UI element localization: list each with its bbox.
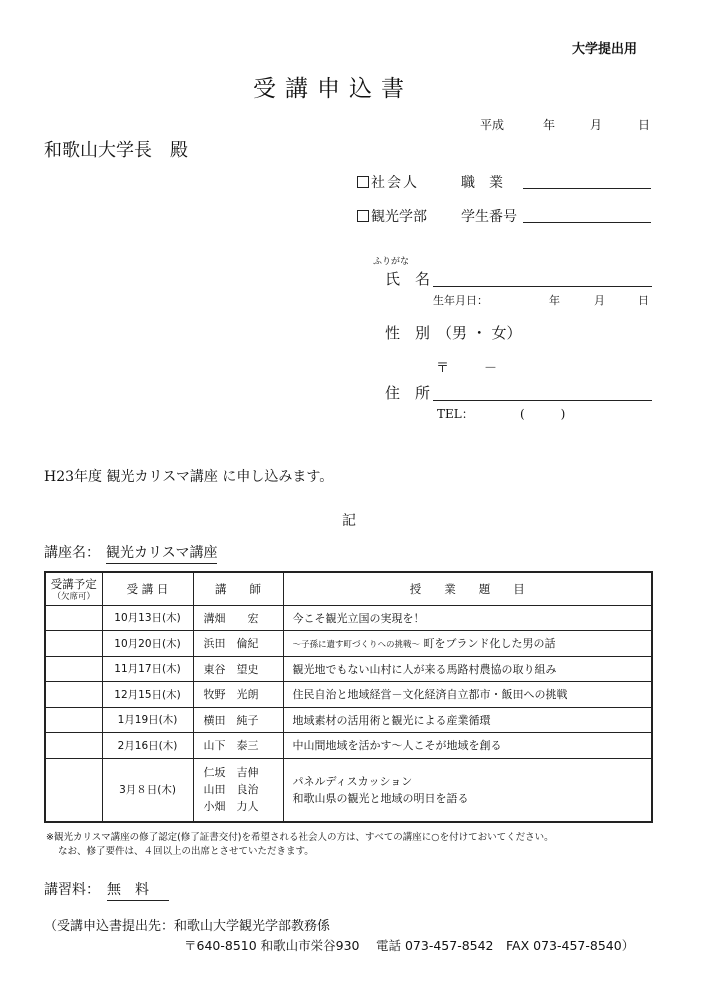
address-label: 住 所 <box>385 384 431 402</box>
table-header-row <box>45 572 652 605</box>
attendance-cell[interactable] <box>45 758 102 822</box>
session-date: 11月17日(木) <box>102 656 193 682</box>
checkbox-working-adult[interactable] <box>357 176 369 188</box>
date-day: 日 <box>638 118 651 132</box>
option-tourism-student[interactable] <box>357 206 427 226</box>
address-field[interactable] <box>433 400 652 401</box>
lecturer-name: 山下 泰三 <box>193 733 283 759</box>
session-date: 1月19日(木) <box>102 707 193 733</box>
session-date: 10月20日(木) <box>102 631 193 657</box>
occupation-label: 職 業 <box>461 175 503 191</box>
session-date: 12月15日(木) <box>102 682 193 708</box>
topic-main: 町をブランド化した男の話 <box>423 637 556 651</box>
birth-day: 日 <box>638 294 649 307</box>
topic-prefix: ～子孫に遺す町づくりへの挑戦～ <box>292 640 421 651</box>
course-name: 観光カリスマ講座 <box>106 542 217 564</box>
lecturer-name: 東谷 望史 <box>193 656 283 682</box>
course-label: 講座名： <box>44 545 100 561</box>
session-topic: 地域素材の活用術と観光による産業循環 <box>283 707 652 733</box>
table-row <box>45 682 652 708</box>
attendance-cell[interactable] <box>45 605 102 631</box>
submit-line-1: （受講申込書提出先：和歌山大学観光学部教務係 <box>44 919 331 934</box>
table-row <box>45 707 652 733</box>
table-row <box>45 605 652 631</box>
ki-heading: 記 <box>342 513 356 529</box>
name-label: 氏 名 <box>385 270 431 288</box>
fee-value: 無 料 <box>107 879 169 901</box>
header-topic: 授 業 題 目 <box>283 572 652 605</box>
session-topic: 中山間地域を活かす～人こそが地域を創る <box>283 733 652 759</box>
fee-label: 講習料： <box>44 882 100 898</box>
furigana-label: ふりがな <box>373 257 410 267</box>
lecturer-name: 牧野 光朗 <box>193 682 283 708</box>
lecturer-name: 横田 純子 <box>193 707 283 733</box>
session-date: 10月13日(木) <box>102 605 193 631</box>
checkbox-tourism-student[interactable] <box>357 210 369 222</box>
lecturer-name: 山田 良治 <box>203 783 259 797</box>
tel-field[interactable]: ( ) <box>520 407 566 421</box>
session-topic <box>283 758 652 822</box>
submission-label: 大学提出用 <box>572 42 638 57</box>
header-attendance-sub: （欠席可） <box>52 591 95 602</box>
session-topic: 今こそ観光立国の実現を！ <box>283 605 652 631</box>
postal-mark: 〒 <box>436 361 450 376</box>
sex-label: 性 別 <box>385 324 431 342</box>
table-row <box>45 733 652 759</box>
attendance-cell[interactable] <box>45 682 102 708</box>
header-lecturer: 講 師 <box>193 572 283 605</box>
student-id-label: 学生番号 <box>461 209 517 225</box>
intro-text: H23年度 観光カリスマ講座 に申し込みます。 <box>44 469 334 485</box>
submit-line-2: 〒640-8510 和歌山市栄谷930 電話 073-457-8542 FAX 073-457-8540） <box>184 938 635 953</box>
session-topic: 住民自治と地域経営－文化経済自立都市・飯田への挑戦 <box>283 682 652 708</box>
header-attendance-label: 受講予定 <box>50 576 97 591</box>
lecturer-name: 小畑 力人 <box>203 800 259 814</box>
lecturer-name: 浜田 倫紀 <box>193 631 283 657</box>
sex-options[interactable]: （男 ・ 女） <box>437 324 522 342</box>
attendance-cell[interactable] <box>45 733 102 759</box>
student-id-field[interactable] <box>523 222 651 223</box>
postal-dash: － <box>484 361 498 376</box>
addressee: 和歌山大学長 殿 <box>44 140 188 161</box>
table-row <box>45 656 652 682</box>
lecturer-name: 仁坂 吉伸 <box>203 766 259 780</box>
option-working-adult[interactable] <box>357 172 419 192</box>
session-topic: 観光地でもない山村に人が来る馬路村農協の取り組み <box>283 656 652 682</box>
date-month: 月 <box>590 118 603 132</box>
attendance-cell[interactable] <box>45 631 102 657</box>
tel-label: TEL： <box>437 407 474 421</box>
page-title: 受講申込書 <box>253 76 413 102</box>
attendance-cell[interactable] <box>45 707 102 733</box>
session-date: 2月16日(木) <box>102 733 193 759</box>
topic-line: 和歌山県の観光と地域の明日を語る <box>292 791 469 805</box>
attendance-cell[interactable] <box>45 656 102 682</box>
topic-line: パネルディスカッション <box>292 774 413 788</box>
session-date: 3月８日(木) <box>102 758 193 822</box>
option-tourism-student-label: 観光学部 <box>371 209 427 225</box>
header-attendance <box>45 572 102 605</box>
date-era: 平成 <box>480 118 505 132</box>
note-line: なお、修了要件は、４回以上の出席とさせていただきます。 <box>58 846 314 857</box>
date-year: 年 <box>543 118 556 132</box>
lecturer-name: 溝畑 宏 <box>193 605 283 631</box>
header-date: 受 講 日 <box>102 572 193 605</box>
birthdate-label: 生年月日： <box>433 294 488 307</box>
schedule-table <box>44 571 653 823</box>
birth-year: 年 <box>549 294 560 307</box>
table-row <box>45 758 652 822</box>
note-line: ※観光カリスマ講座の修了認定(修了証書交付)を希望される社会人の方は、すべての講座に○を付けておいてください。 <box>46 832 554 843</box>
table-row <box>45 631 652 657</box>
lecturer-names <box>193 758 283 822</box>
occupation-field[interactable] <box>523 188 651 189</box>
option-working-adult-label: 社会人 <box>371 175 419 191</box>
birth-month: 月 <box>594 294 605 307</box>
name-field[interactable] <box>433 286 652 287</box>
session-topic <box>283 631 652 657</box>
